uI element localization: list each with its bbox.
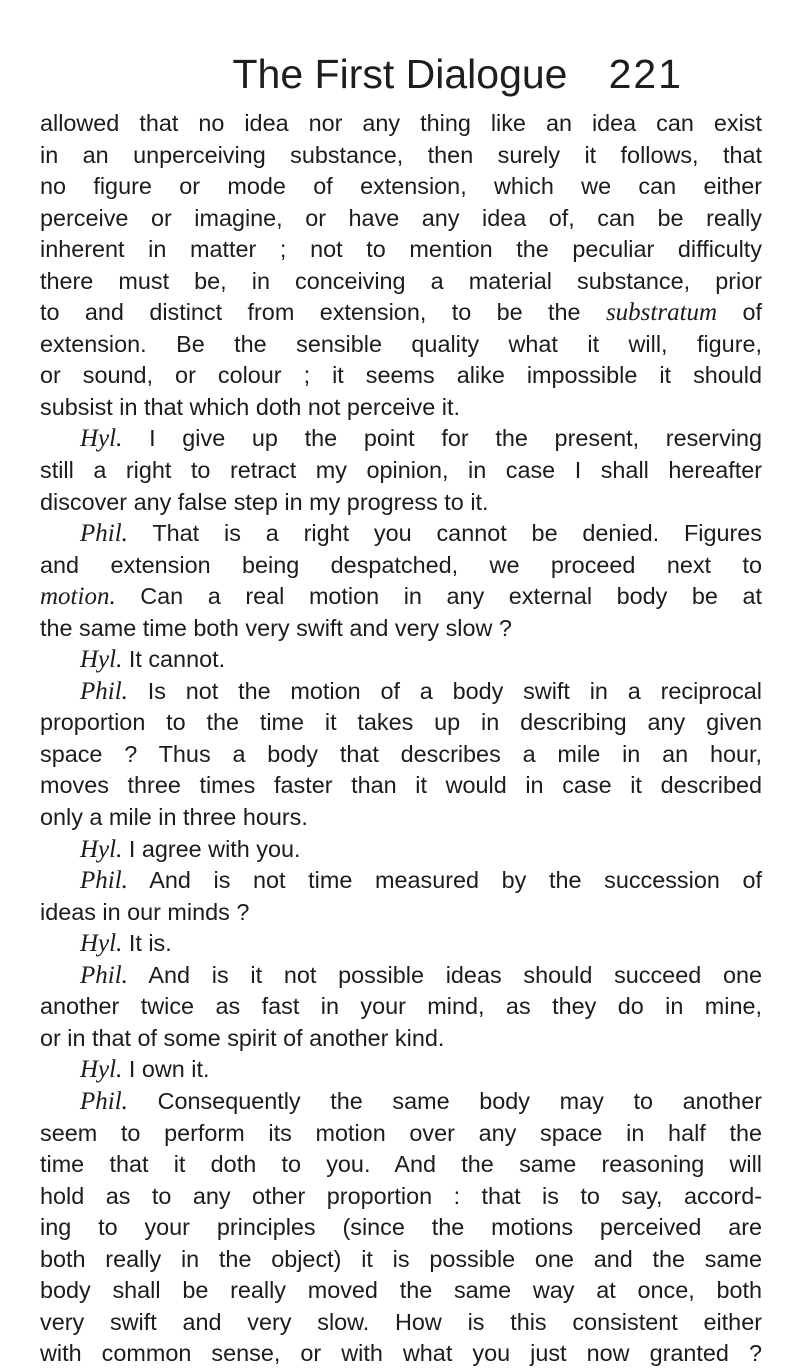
line-text: and extension being despatched, we proceed next to — [40, 551, 762, 578]
speaker-line — [40, 1086, 762, 1118]
italic-word: substratum — [605, 299, 718, 327]
line-text: or sound, or colour ; it seems alike impossible it should — [40, 362, 762, 389]
line-text: seem to perform its motion over any space in half the — [40, 1119, 762, 1146]
line-text: space ? Thus a body that describes a mile in an hour, — [40, 740, 762, 767]
speaker-label: Hyl. — [80, 835, 123, 863]
speaker-label: Phil. — [80, 961, 128, 989]
text-line — [40, 1212, 762, 1244]
speaker-label: Hyl. — [80, 1056, 123, 1084]
line-text: inherent in matter ; not to mention the peculiar difficulty — [40, 236, 762, 263]
body-text — [40, 108, 762, 1370]
text-line — [40, 1307, 762, 1339]
speaker-label: Hyl. — [80, 425, 123, 453]
line-text: there must be, in conceiving a material substance, prior — [40, 267, 762, 294]
text-line — [40, 739, 762, 771]
line-text: ideas in our minds ? — [40, 898, 250, 925]
text-line — [40, 991, 762, 1023]
line-text: moves three times faster than it would in case it described — [40, 772, 762, 799]
text-line — [40, 1181, 762, 1213]
page-number: 221 — [608, 51, 683, 97]
text-line — [40, 108, 762, 140]
text-line — [40, 234, 762, 266]
line-text: or in that of some spirit of another kind. — [40, 1024, 445, 1051]
speaker-label: Hyl. — [80, 930, 123, 958]
text-line — [40, 1023, 762, 1055]
text-line — [40, 203, 762, 235]
line-text: hold as to any other proportion : that is to say, accord- — [40, 1182, 762, 1209]
text-line — [40, 1338, 762, 1370]
text-line — [40, 550, 762, 582]
line-text: discover any false step in my progress to it. — [40, 488, 489, 515]
line-text: Is not the motion of a body swift in a reciprocal — [127, 677, 762, 704]
text-line — [40, 581, 762, 613]
text-line — [40, 266, 762, 298]
line-text: And is not time measured by the succession of — [127, 867, 762, 894]
line-text: the same time both very swift and very slow ? — [40, 614, 512, 641]
line-text: ing to your principles (since the motions perceived are — [40, 1214, 762, 1241]
speaker-label: Hyl. — [80, 646, 123, 674]
text-line — [40, 802, 762, 834]
line-text: extension. Be the sensible quality what it will, figure, — [40, 330, 762, 357]
line-text: I agree with you. — [122, 835, 301, 862]
line-text: to and distinct from extension, to be the — [40, 299, 606, 326]
text-line — [40, 1149, 762, 1181]
line-text: Can a real motion in any external body be at — [115, 583, 762, 610]
line-text: another twice as fast in your mind, as they do in mine, — [40, 993, 762, 1020]
text-line — [40, 171, 762, 203]
line-text: of — [717, 299, 762, 326]
line-text: And is it not possible ideas should succeed one — [127, 961, 762, 988]
text-line — [40, 613, 762, 645]
line-text: no figure or mode of extension, which we can either — [40, 173, 762, 200]
line-text: time that it doth to you. And the same reasoning will — [40, 1151, 762, 1178]
speaker-label: Phil. — [80, 1087, 128, 1115]
text-line — [40, 770, 762, 802]
page-header — [0, 46, 800, 102]
speaker-line — [40, 423, 762, 455]
italic-word: motion. — [40, 583, 116, 611]
text-line — [40, 897, 762, 929]
text-line — [40, 360, 762, 392]
speaker-line — [40, 644, 762, 676]
speaker-label: Phil. — [80, 867, 128, 895]
speaker-label: Phil. — [80, 520, 128, 548]
speaker-line — [40, 834, 762, 866]
speaker-label: Phil. — [80, 677, 128, 705]
line-text: body shall be really moved the same way at once, both — [40, 1277, 762, 1304]
line-text: both really in the object) it is possible one and the same — [40, 1245, 762, 1272]
line-text: I give up the point for the present, reserving — [122, 425, 762, 452]
line-text: very swift and very slow. How is this consistent either — [40, 1308, 762, 1335]
speaker-line — [40, 676, 762, 708]
line-text: Consequently the same body may to another — [127, 1087, 762, 1114]
speaker-line — [40, 518, 762, 550]
text-line — [40, 707, 762, 739]
text-line — [40, 1275, 762, 1307]
line-text: in an unperceiving substance, then surely it follows, that — [40, 141, 762, 168]
line-text: It is. — [122, 930, 172, 957]
line-text: I own it. — [122, 1056, 210, 1083]
speaker-line — [40, 960, 762, 992]
speaker-line — [40, 1054, 762, 1086]
speaker-line — [40, 865, 762, 897]
text-line — [40, 329, 762, 361]
text-line — [40, 392, 762, 424]
text-line — [40, 297, 762, 329]
line-text: perceive or imagine, or have any idea of, can be really — [40, 204, 762, 231]
running-title: The First Dialogue — [232, 51, 568, 97]
line-text: only a mile in three hours. — [40, 804, 308, 831]
line-text: proportion to the time it takes up in describing any given — [40, 709, 762, 736]
text-line — [40, 487, 762, 519]
text-line — [40, 1118, 762, 1150]
line-text: subsist in that which doth not perceive it. — [40, 393, 460, 420]
text-line — [40, 140, 762, 172]
speaker-line — [40, 928, 762, 960]
line-text: allowed that no idea nor any thing like an idea can exist — [40, 110, 762, 136]
text-line — [40, 455, 762, 487]
line-text: with common sense, or with what you just now granted ? — [40, 1340, 762, 1367]
line-text: still a right to retract my opinion, in case I shall hereafter — [40, 457, 762, 484]
line-text: That is a right you cannot be denied. Figures — [127, 520, 762, 547]
text-line — [40, 1244, 762, 1276]
line-text: It cannot. — [122, 646, 226, 673]
